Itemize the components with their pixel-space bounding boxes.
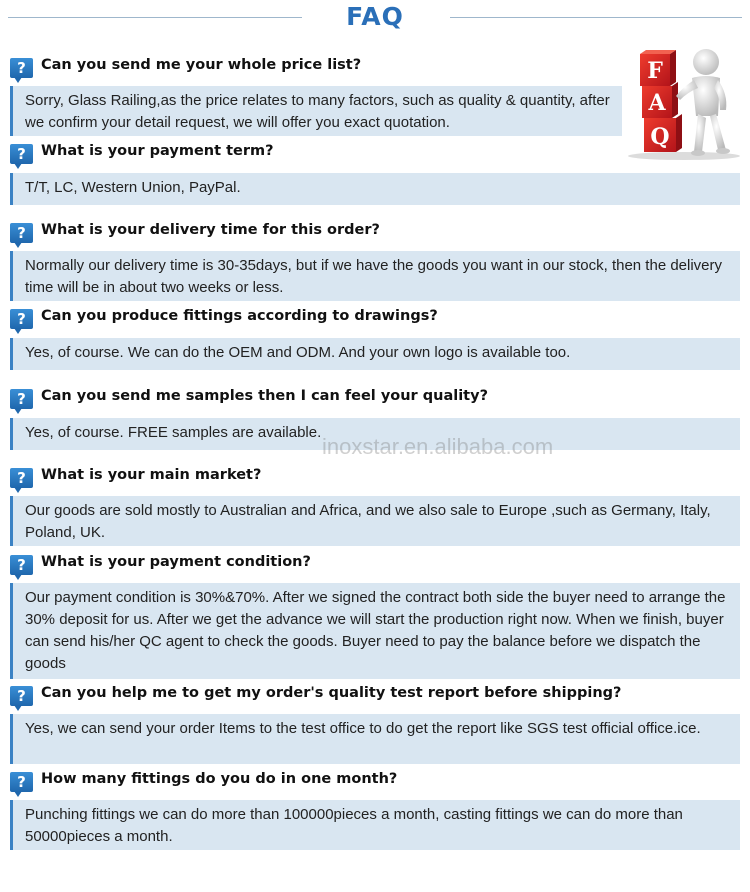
- faq-answer: Yes, of course. We can do the OEM and ODM. And your own logo is available too.: [10, 338, 740, 370]
- cube-letter-f: F: [647, 58, 663, 84]
- question-icon: ?: [10, 686, 33, 706]
- faq-question: How many fittings do you do in one month?: [41, 771, 398, 787]
- question-icon: ?: [10, 58, 33, 78]
- faq-question: Can you send me your whole price list?: [41, 57, 362, 73]
- faq-question: Can you produce fittings according to drawings?: [41, 308, 438, 324]
- white-figure: [676, 49, 730, 156]
- faq-answer: Punching fittings we can do more than 100000pieces a month, casting fittings we can do more than 50000pieces a month.: [10, 800, 740, 850]
- faq-item-delivery-time: [0, 221, 750, 296]
- question-icon: ?: [10, 555, 33, 575]
- cube-letter-q: Q: [650, 124, 670, 150]
- faq-question: Can you help me to get my order's quality test report before shipping?: [41, 685, 622, 701]
- faq-answer: Our goods are sold mostly to Australian and Africa, and we also sale to Europe ,such as Germany, Italy, Poland, UK.: [10, 496, 740, 546]
- faq-answer: Sorry, Glass Railing,as the price relates to many factors, such as quality & quantity, after we confirm your detail request, we will offer you exact quotation.: [10, 86, 622, 136]
- faq-figure-illustration: [622, 44, 742, 162]
- faq-item-monthly-capacity: [0, 770, 750, 845]
- question-icon: ?: [10, 772, 33, 792]
- faq-header: [0, 0, 750, 36]
- faq-answer: Normally our delivery time is 30-35days, but if we have the goods you want in our stock, then the delivery time will be in about two weeks or less.: [10, 251, 740, 301]
- header-divider-right: [450, 17, 742, 18]
- faq-answer: Our payment condition is 30%&70%. After we signed the contract both side the buyer need to arrange the 30% deposit for us. After we get the advance we will start the production right now. When we finish, buyer can send his/her QC agent to check the goods. Buyer need to pay the balance before we dispatch the goods: [10, 583, 740, 679]
- faq-question: What is your payment condition?: [41, 554, 311, 570]
- faq-answer: Yes, of course. FREE samples are available.: [10, 418, 740, 450]
- watermark: inoxstar.en.alibaba.com: [322, 434, 554, 459]
- faq-answer: Yes, we can send your order Items to the test office to do get the report like SGS test official office.ice.: [10, 714, 740, 764]
- faq-item-samples: [0, 387, 750, 441]
- faq-item-test-report: [0, 684, 750, 737]
- faq-question: What is your payment term?: [41, 143, 274, 159]
- question-icon: ?: [10, 389, 33, 409]
- faq-question: Can you send me samples then I can feel your quality?: [41, 388, 488, 404]
- faq-answer: T/T, LC, Western Union, PayPal.: [10, 173, 740, 205]
- question-icon: ?: [10, 144, 33, 164]
- cube-letter-a: A: [648, 90, 666, 116]
- faq-item-payment-condition: [0, 553, 750, 672]
- question-icon: ?: [10, 223, 33, 243]
- question-icon: ?: [10, 309, 33, 329]
- faq-question: What is your main market?: [41, 467, 262, 483]
- faq-item-main-market: [0, 466, 750, 541]
- question-icon: ?: [10, 468, 33, 488]
- faq-question: What is your delivery time for this order?: [41, 222, 380, 238]
- faq-item-fittings-drawings: [0, 307, 750, 361]
- page-title: FAQ: [346, 2, 404, 31]
